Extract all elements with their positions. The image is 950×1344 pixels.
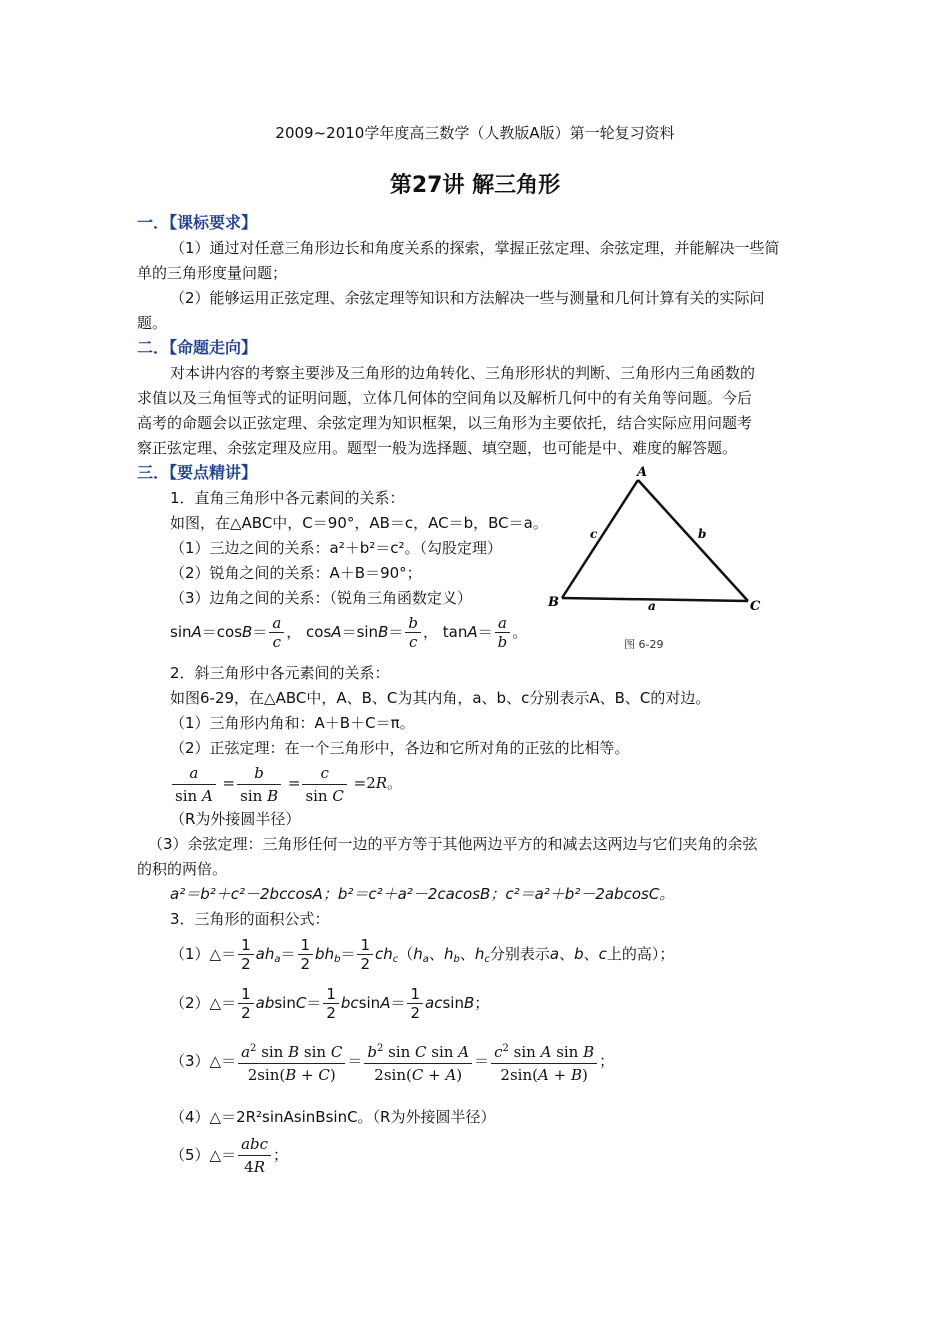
p2-item-2: （2）正弦定理：在一个三角形中，各边和它所对角的正弦的比相等。 xyxy=(170,739,630,757)
p2-item-3-line-1: （3）余弦定理：三角形任何一边的平方等于其他两边平方的和减去这两边与它们夹角的余弦 xyxy=(148,835,758,853)
req-line-3: （2）能够运用正弦定理、余弦定理等知识和方法解决一些与测量和几何计算有关的实际问 xyxy=(170,289,765,307)
req-line-2: 单的三角形度量问题； xyxy=(137,264,288,282)
area-formula-3: （3）△＝ $\frac{a^2 \sin B \sin C}{2\sin(B + C)}$ ＝ $\frac{b^2 \sin C \sin A}{2\sin(C + A)}$ ＝ $\frac{c^2 \sin A \sin B}{2\sin(A + B)}$ ； xyxy=(170,1036,614,1086)
triangle-figure xyxy=(540,458,780,658)
p1-title: 1．直角三角形中各元素间的关系： xyxy=(170,489,405,507)
side-b xyxy=(638,480,748,601)
vertex-A: A xyxy=(637,465,648,480)
figure-caption: 图 6-29 xyxy=(624,638,664,651)
req-line-4: 题。 xyxy=(137,314,168,332)
page-title: 第27讲 解三角形 xyxy=(389,173,561,198)
label-a: a xyxy=(648,599,656,613)
p1-item-2: （2）锐角之间的关系：A＋B＝90°； xyxy=(170,564,422,582)
area-formula-2: （2）△＝ $\frac{1}{2}$ absinC＝ $\frac{1}{2}$ bcsinA＝ $\frac{1}{2}$ acsinB； xyxy=(170,985,490,1022)
p2-title: 2．斜三角形中各元素间的关系： xyxy=(170,664,390,682)
cosine-law-formula: a²＝b²＋c²－2bccosA；b²＝c²＋a²－2cacosB；c²＝a²＋b²－2abcosC。 xyxy=(170,885,675,903)
trend-line-2: 求值以及三角恒等式的证明问题，立体几何体的空间角以及解析几何中的有关角等问题。今后 xyxy=(137,389,753,407)
doc-header: 2009~2010学年度高三数学（人教版A版）第一轮复习资料 xyxy=(275,124,675,142)
p1-item-3: （3）边角之间的关系：（锐角三角函数定义） xyxy=(170,589,473,607)
sine-law-formula: $\frac{a}{\text{sin A}}$ = $\frac{b}{\text{sin B}}$ = $\frac{c}{\text{sin C}}$ =2R。 xyxy=(170,758,402,808)
req-line-1: （1）通过对任意三角形边长和角度关系的探索，掌握正弦定理、余弦定理，并能解决一些简 xyxy=(170,239,780,257)
trend-line-3: 高考的命题会以正弦定理、余弦定理为知识框架，以三角形为主要依托，结合实际应用问题考 xyxy=(137,414,753,432)
p2-figure-desc: 如图6-29，在△ABC中，A、B、C为其内角，a、b、c分别表示A、B、C的对边。 xyxy=(170,689,711,707)
section-heading-1: 一．【课标要求】 xyxy=(137,213,258,232)
p1-figure-desc: 如图，在△ABC中，C＝90°，AB＝c，AC＝b，BC＝a。 xyxy=(170,514,548,532)
p3-title: 3．三角形的面积公式： xyxy=(170,910,330,928)
area-formula-1: （1）△＝ $\frac{1}{2}$ $ah_a=$ $\frac{1}{2}$ $bh_b=$ $\frac{1}{2}$ $ch_c(h_a$、$h_b$、$h_c$分别表示a、b、c上的高）； xyxy=(170,936,675,973)
side-c xyxy=(562,480,638,598)
vertex-B: B xyxy=(548,595,559,610)
area-formula-5: （5）△＝ $\frac{\text{abc}}{4R}$ ； xyxy=(170,1135,289,1176)
p2-item-3-line-2: 的积的两倍。 xyxy=(137,860,228,878)
trend-line-1: 对本讲内容的考察主要涉及三角形的边角转化、三角形形状的判断、三角形内三角函数的 xyxy=(170,364,756,382)
vertex-C: C xyxy=(750,599,761,614)
p1-item-1: （1）三边之间的关系：a²＋b²＝c²。（勾股定理） xyxy=(170,539,503,557)
p2-item-1: （1）三角形内角和：A＋B＋C＝π。 xyxy=(170,714,415,732)
trig-definitions-formula: sinA＝cosB＝ $\frac{a}{c}$ ， cosA＝sinB＝ $\frac{b}{c}$ ， tanA＝ $\frac{a}{b}$ 。 xyxy=(170,614,528,651)
label-c: c xyxy=(590,527,598,541)
p2-item-2-note: （R为外接圆半径） xyxy=(170,810,301,828)
label-b: b xyxy=(698,527,707,541)
section-heading-3: 三．【要点精讲】 xyxy=(137,463,258,482)
section-heading-2: 二．【命题走向】 xyxy=(137,338,258,357)
area-formula-4: （4）△＝2R²sinAsinBsinC。（R为外接圆半径） xyxy=(170,1108,496,1126)
trend-line-4: 察正弦定理、余弦定理及应用。题型一般为选择题、填空题，也可能是中、难度的解答题。 xyxy=(137,439,738,457)
